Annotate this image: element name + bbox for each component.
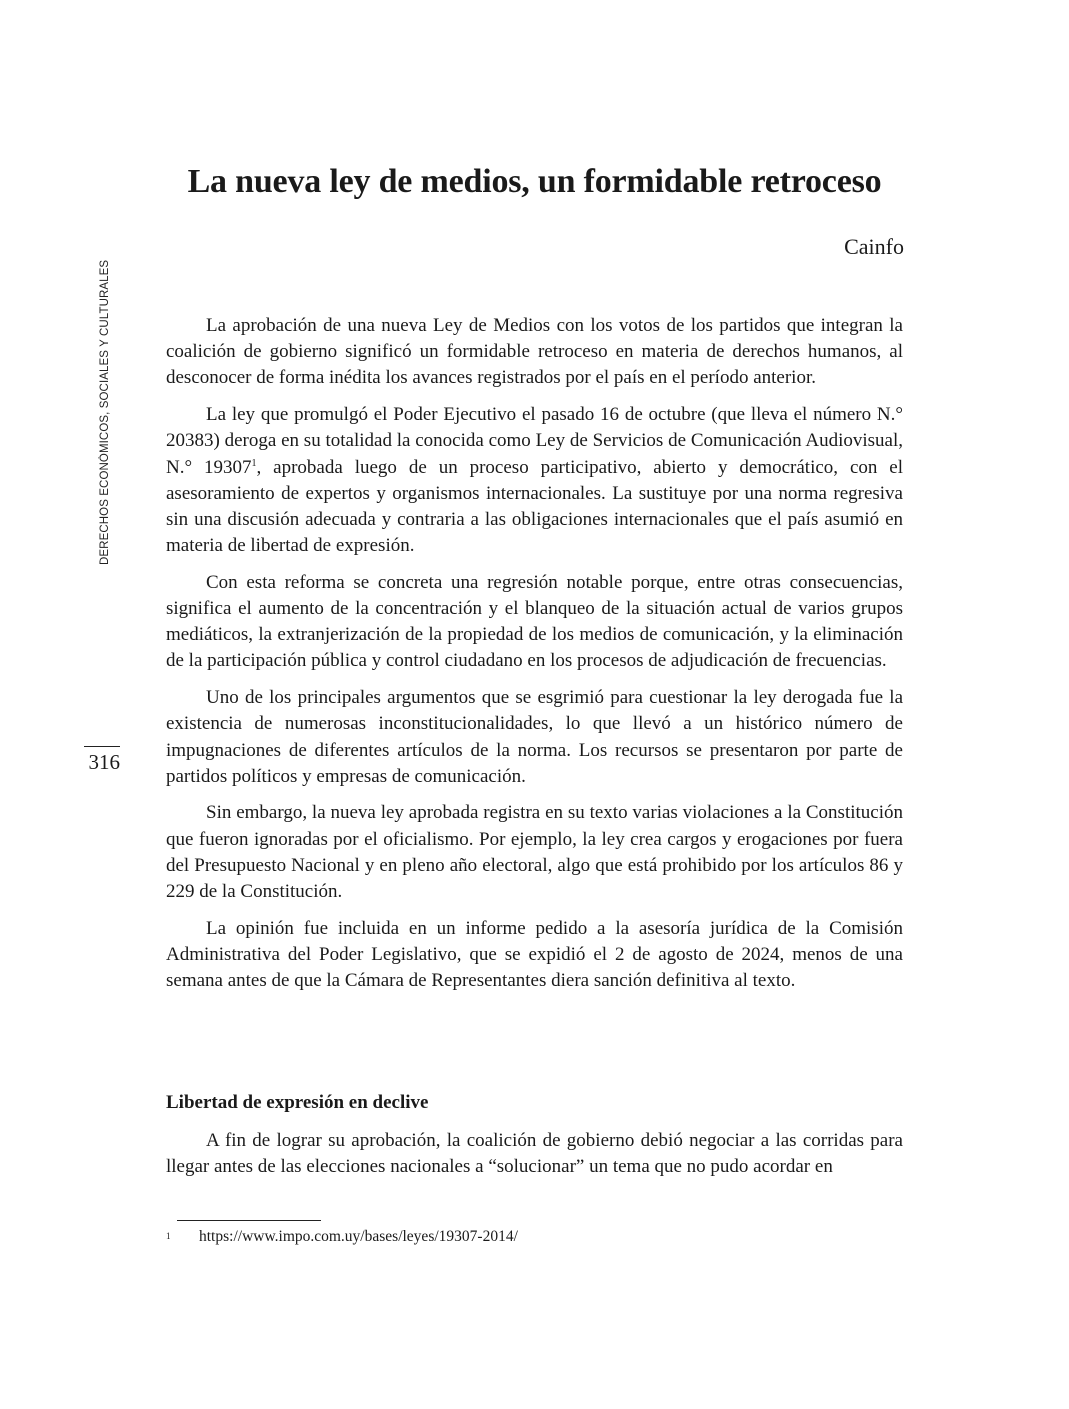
- paragraph-4: Uno de los principales argumentos que se esgrimió para cuestionar la ley derogada fue la existencia de numerosas inconstitucionalidades, lo que llevó a un histórico número de impugnaciones de diferentes artículos de la norma. Los recursos se presentaron por parte de partidos políticos y empresas de comunicación.: [166, 687, 903, 787]
- section-body: [166, 1128, 903, 1180]
- paragraph-1: La aprobación de una nueva Ley de Medios con los votos de los partidos que integran la coalición de gobierno significó un formidable retroceso en materia de derechos humanos, al desconocer de forma inédita los avances registrados por el país en el período anterior.: [166, 315, 903, 389]
- paragraph-2: [166, 402, 903, 559]
- page-number: 316: [88, 750, 120, 774]
- section-heading: Libertad de expresión en declive: [166, 1092, 429, 1113]
- paragraph-2-rest: , aprobada luego de un proceso participativo, abierto y democrático, con el asesoramiento de expertos y organismos internacionales. La sustituye por una norma regresiva sin una discusión adecuada y contraria a las obligaciones internacionales que el país asumió en materia de libertad de expresión.: [166, 456, 904, 557]
- running-section-text: DERECHOS ECONÓMICOS, SOCIALES Y CULTURALES: [99, 259, 111, 565]
- paragraph-6: La opinión fue incluida en un informe pedido a la asesoría jurídica de la Comisión Administrativa del Poder Legislativo, que se expidió el 2 de agosto de 2024, menos de una semana antes de que la Cámara de Representantes diera sanción definitiva al texto.: [166, 917, 903, 992]
- article-body: [166, 313, 903, 1005]
- footnote-number: 1: [166, 1231, 171, 1241]
- paragraph-2-lead: La ley que promulgó el Poder Ejecutivo el pasado 16 de octubre (que lleva el número N.° 20383) deroga en su totalidad la conocida como Ley de Servicios de Comunicación Audiovisual, N.° 19307: [166, 404, 903, 478]
- paragraph-5: Sin embargo, la nueva ley aprobada registra en su texto varias violaciones a la Constitución que fueron ignoradas por el oficialismo. Por ejemplo, la ley crea cargos y erogaciones por fuera del Presupuesto Nacional y en pleno año electoral, algo que está prohibido por los artículos 86 y 229 de la Constitución.: [166, 802, 903, 903]
- article-author: Cainfo: [844, 234, 904, 259]
- running-section-label: [98, 245, 114, 565]
- article-title: La nueva ley de medios, un formidable retroceso: [187, 163, 882, 200]
- footnote-reference[interactable]: 1: [251, 457, 257, 469]
- footnote-rule: [177, 1220, 321, 1221]
- section-paragraph: A fin de lograr su aprobación, la coalición de gobierno debió negociar a las corridas para llegar antes de las elecciones nacionales a “solucionar” un tema que no pudo acordar en: [166, 1130, 903, 1178]
- footnote-link[interactable]: https://www.impo.com.uy/bases/leyes/19307-2014/: [199, 1228, 518, 1245]
- paragraph-3: Con esta reforma se concreta una regresión notable porque, entre otras consecuencias, significa el aumento de la concentración y el blanqueo de la situación actual de varios grupos mediáticos, la extranjerización de la propiedad de los medios de comunicación, y la eliminación de la participación pública y control ciudadano en los procesos de adjudicación de frecuencias.: [166, 571, 903, 672]
- page-number-rule: [84, 746, 120, 747]
